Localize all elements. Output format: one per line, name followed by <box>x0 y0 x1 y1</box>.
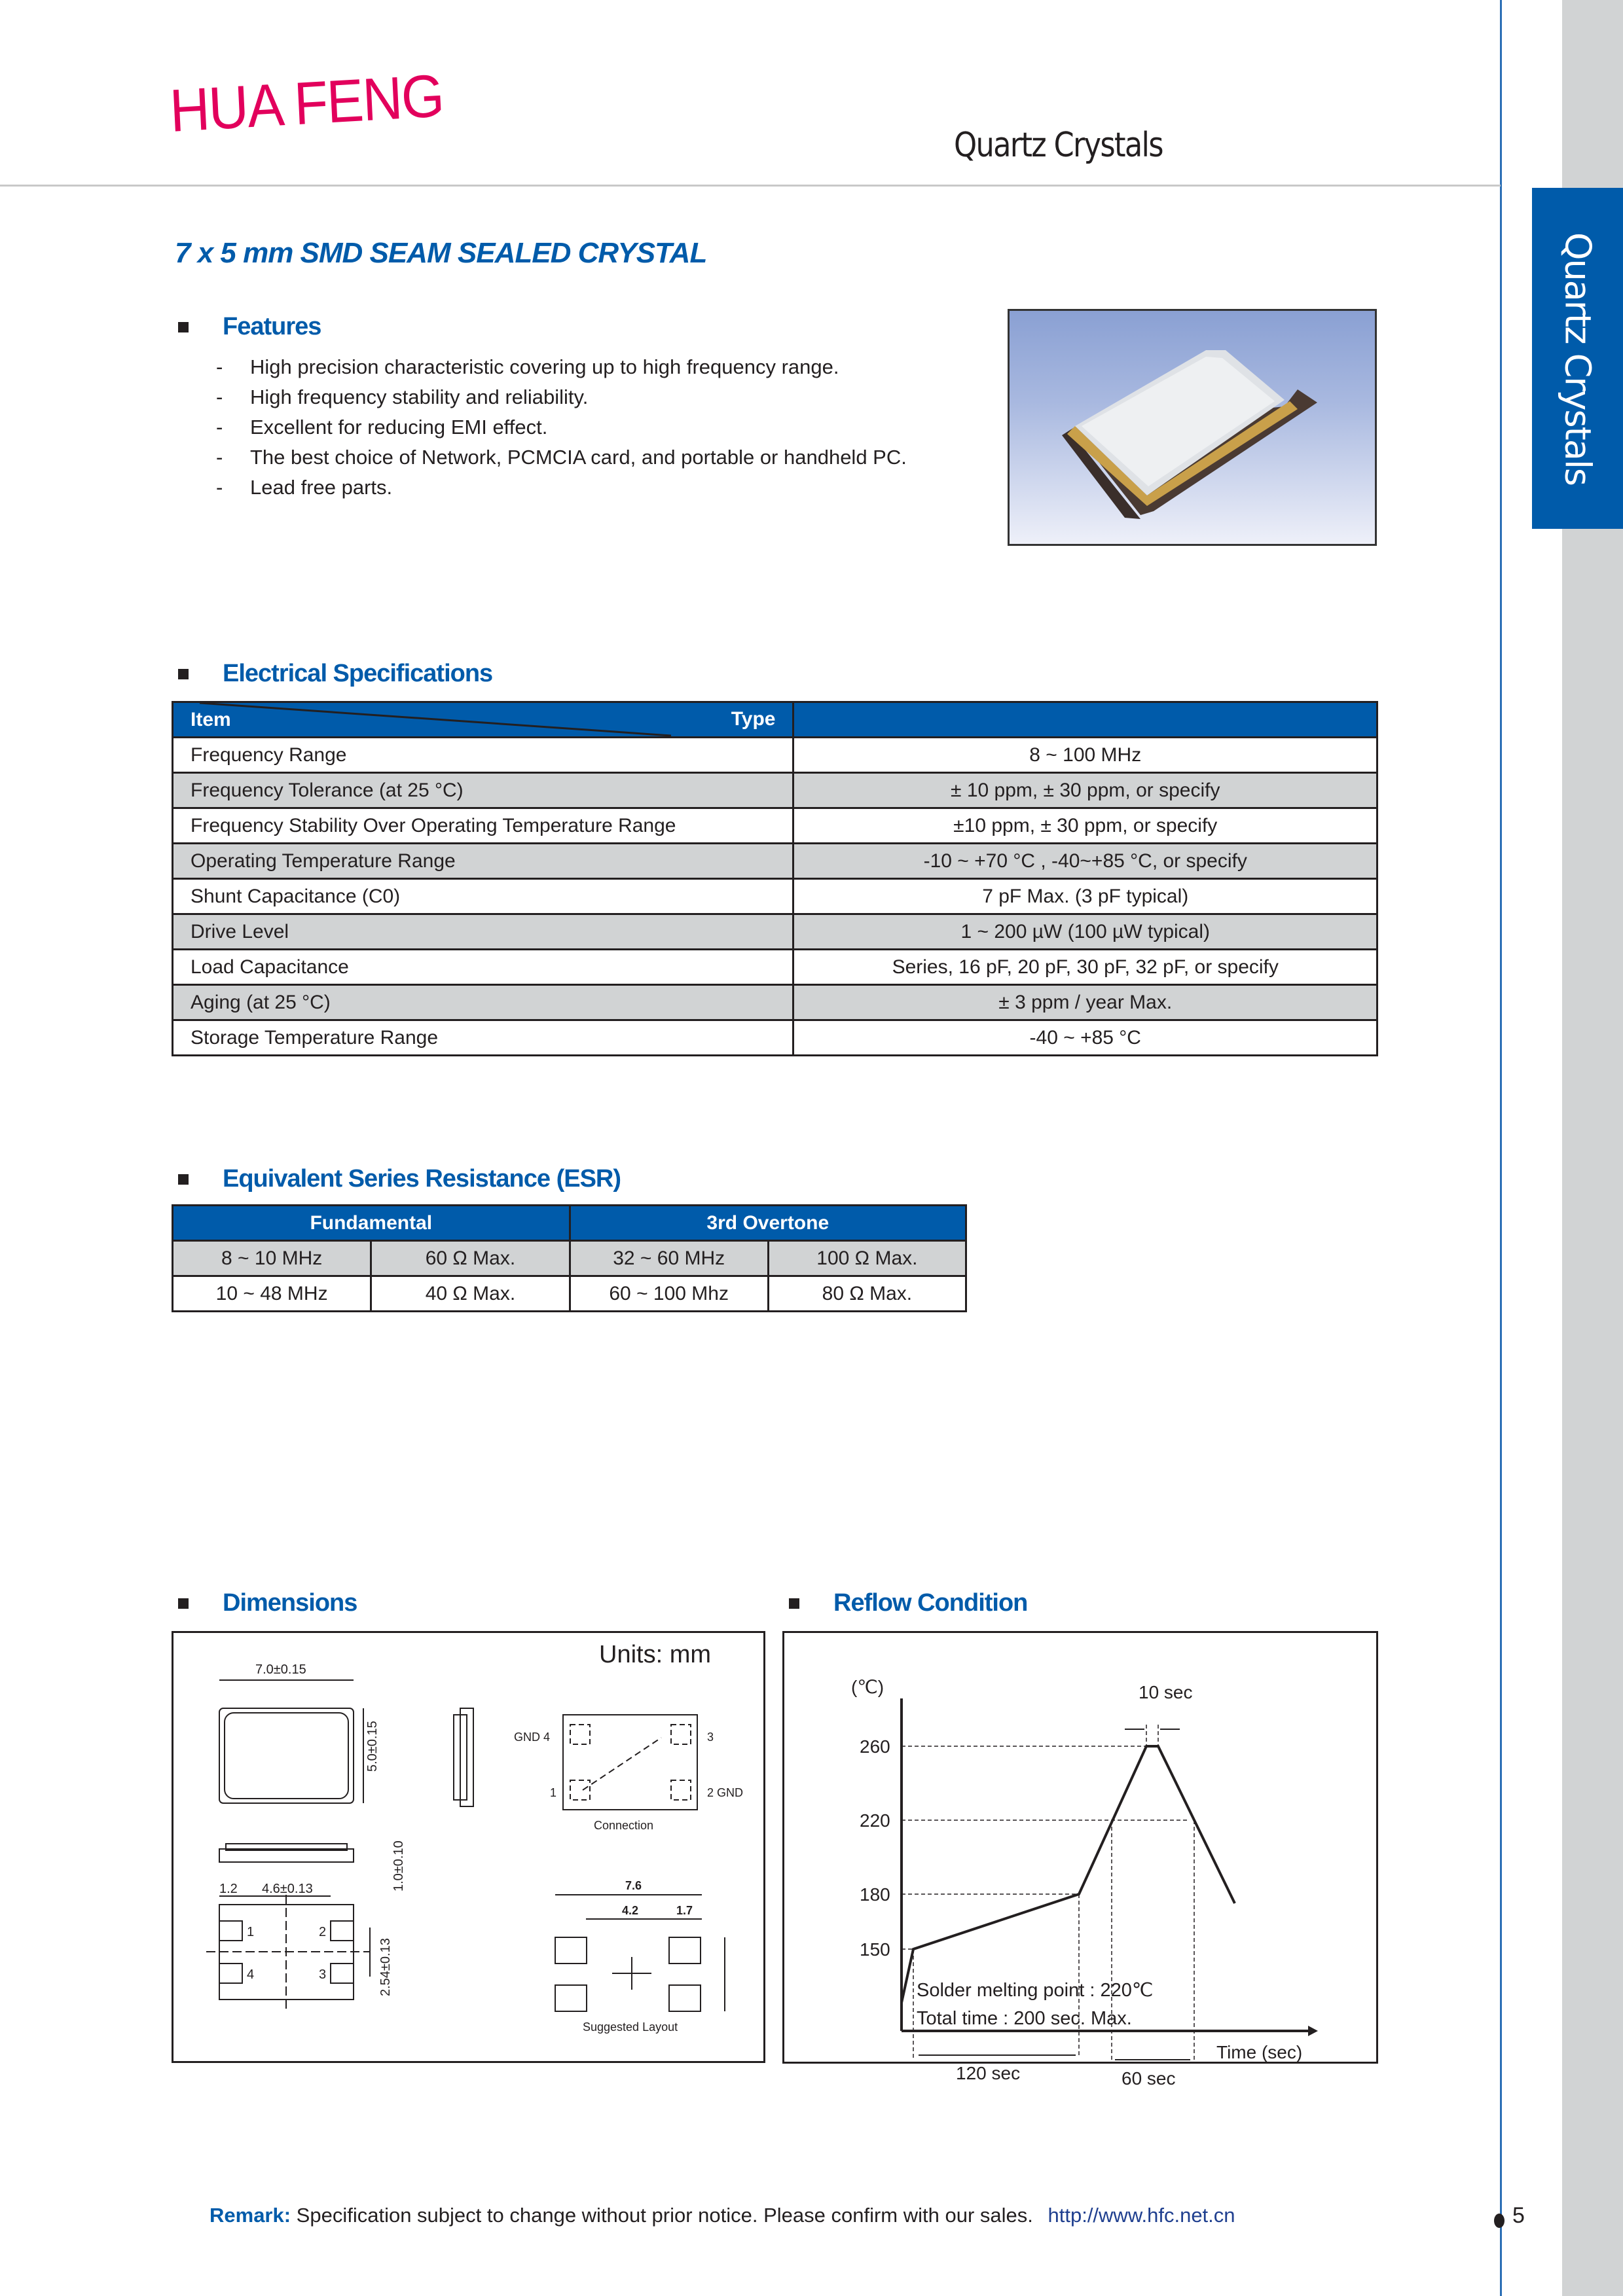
reflow-notes: Solder melting point : 220℃ Total time : 200 sec. Max. <box>917 1980 1154 2029</box>
svg-text:4.2: 4.2 <box>622 1904 639 1917</box>
svg-text:180: 180 <box>860 1884 890 1905</box>
feature-item: - Excellent for reducing EMI effect. <box>216 416 548 439</box>
reflow-chart <box>782 1631 1378 2089</box>
electrical-spec-table <box>172 701 1378 1056</box>
table-row: Shunt Capacitance (C0) 7 pF Max. (3 pF typical) <box>173 879 1377 914</box>
electrical-heading-row <box>178 660 492 688</box>
table-row: Frequency Tolerance (at 25 °C) ± 10 ppm, ± 30 ppm, or specify <box>173 773 1377 808</box>
svg-text:GND 4: GND 4 <box>514 1731 551 1744</box>
section-bullet-icon <box>178 1174 189 1185</box>
svg-text:260: 260 <box>860 1736 890 1757</box>
svg-text:4.6±0.13: 4.6±0.13 <box>262 1882 313 1896</box>
table-row: 8 ~ 10 MHz 60 Ω Max. 32 ~ 60 MHz 100 Ω Max. <box>173 1241 966 1276</box>
section-bullet-icon <box>789 1598 799 1609</box>
feature-item: - The best choice of Network, PCMCIA card, and portable or handheld PC. <box>216 446 907 469</box>
section-bullet-icon <box>178 322 189 332</box>
esr-heading: Equivalent Series Resistance (ESR) <box>223 1165 621 1193</box>
reflow-heading-row <box>789 1589 1027 1617</box>
page-bullet-icon <box>1494 2214 1504 2228</box>
table-row: Load Capacitance Series, 16 pF, 20 pF, 30 pF, 32 pF, or specify <box>173 950 1377 985</box>
svg-text:220: 220 <box>860 1810 890 1831</box>
feature-item: - High precision characteristic covering up to high frequency range. <box>216 355 839 378</box>
header-divider <box>0 185 1501 187</box>
brand-logo: HUA FENG <box>168 62 445 145</box>
svg-text:60 sec: 60 sec <box>1122 2068 1176 2089</box>
svg-text:1.0±0.10: 1.0±0.10 <box>392 1840 406 1892</box>
dimensions-drawing <box>172 1631 765 2063</box>
dimensions-heading: Dimensions <box>223 1589 357 1617</box>
table-header-row <box>173 702 1377 738</box>
svg-text:Time (sec): Time (sec) <box>1216 2042 1303 2062</box>
svg-text:2 GND: 2 GND <box>707 1786 744 1799</box>
dim-length: 7.0±0.15 <box>255 1662 306 1677</box>
website-link[interactable]: http://www.hfc.net.cn <box>1048 2204 1235 2227</box>
svg-text:3: 3 <box>707 1731 714 1744</box>
reflow-heading: Reflow Condition <box>833 1589 1028 1617</box>
features-heading: Features <box>223 313 321 340</box>
table-row: Frequency Stability Over Operating Temperature Range ±10 ppm, ± 30 ppm, or specify <box>173 808 1377 844</box>
esr-heading-row <box>178 1165 621 1193</box>
svg-text:Connection: Connection <box>594 1819 654 1832</box>
svg-text:1.2: 1.2 <box>219 1882 238 1896</box>
svg-text:2.54±0.13: 2.54±0.13 <box>378 1938 393 1996</box>
svg-text:1: 1 <box>247 1925 255 1939</box>
product-photo <box>1008 309 1377 546</box>
svg-text:4: 4 <box>247 1967 255 1982</box>
product-title: 7 x 5 mm SMD SEAM SEALED CRYSTAL <box>175 237 707 269</box>
fundamental-header: Fundamental <box>173 1206 570 1241</box>
svg-text:1: 1 <box>550 1786 557 1799</box>
table-row: Aging (at 25 °C) ± 3 ppm / year Max. <box>173 985 1377 1020</box>
units-label: Units: mm <box>599 1641 711 1668</box>
table-row: 10 ~ 48 MHz 40 Ω Max. 60 ~ 100 Mhz 80 Ω Max. <box>173 1276 966 1312</box>
dimension-drawing-icon <box>173 1633 763 2061</box>
svg-text:10 sec: 10 sec <box>1139 1682 1193 1702</box>
section-tab-label: Quartz Crystals <box>1557 232 1598 485</box>
features-section <box>178 313 321 341</box>
features-list <box>216 352 907 503</box>
svg-text:(℃): (℃) <box>851 1677 884 1697</box>
footer-remark <box>210 2204 1235 2227</box>
svg-text:3: 3 <box>319 1967 327 1982</box>
svg-text:2: 2 <box>319 1925 327 1939</box>
svg-text:150: 150 <box>860 1939 890 1960</box>
section-tab <box>1532 188 1623 529</box>
table-row: Operating Temperature Range -10 ~ +70 °C , -40~+85 °C, or specify <box>173 844 1377 879</box>
section-bullet-icon <box>178 669 189 679</box>
value-header <box>793 702 1377 738</box>
svg-text:5.0±0.15: 5.0±0.15 <box>365 1721 380 1772</box>
overtone-header: 3rd Overtone <box>570 1206 966 1241</box>
section-bullet-icon <box>178 1598 189 1609</box>
item-type-header: Item Type <box>173 702 793 738</box>
svg-text:7.6: 7.6 <box>625 1879 642 1892</box>
feature-item: - High frequency stability and reliability. <box>216 386 589 408</box>
remark-text: Specification subject to change without prior notice. Please confirm with our sales. <box>291 2204 1033 2227</box>
crystal-package-icon <box>1010 311 1375 544</box>
diagonal-divider <box>173 703 795 736</box>
electrical-heading: Electrical Specifications <box>223 660 493 687</box>
page-category: Quartz Crystals <box>954 126 1163 165</box>
svg-text:1.7: 1.7 <box>676 1904 693 1917</box>
page-number: 5 <box>1512 2203 1525 2228</box>
feature-item: - Lead free parts. <box>216 476 393 499</box>
svg-text:120 sec: 120 sec <box>956 2063 1021 2083</box>
esr-table <box>172 1204 967 1312</box>
dimensions-heading-row <box>178 1589 357 1617</box>
margin-rule <box>1500 0 1502 2296</box>
table-row: Storage Temperature Range -40 ~ +85 °C <box>173 1020 1377 1056</box>
svg-text:Suggested Layout: Suggested Layout <box>583 2020 678 2034</box>
table-row: Drive Level 1 ~ 200 µW (100 µW typical) <box>173 914 1377 950</box>
table-row: Frequency Range 8 ~ 100 MHz <box>173 738 1377 773</box>
remark-label: Remark: <box>210 2204 291 2227</box>
table-header-row <box>173 1206 966 1241</box>
